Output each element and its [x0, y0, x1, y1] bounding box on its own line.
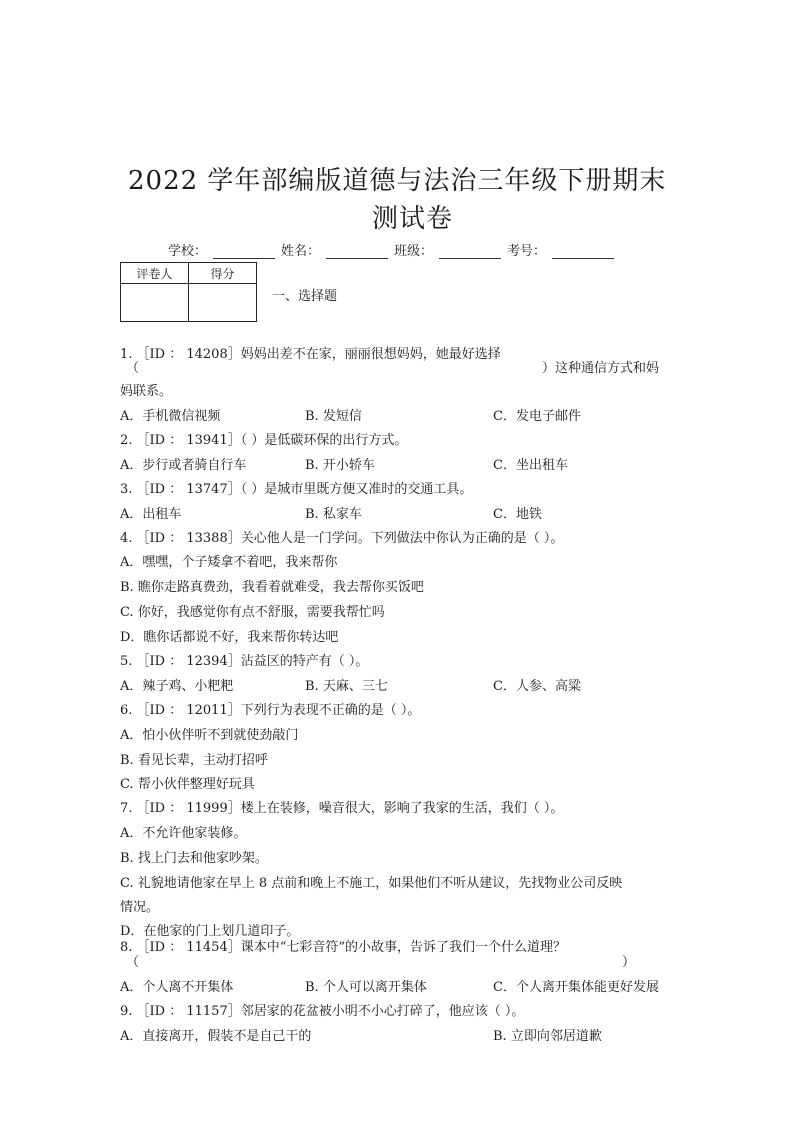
q3-option-b[interactable]: B. 私家车 [305, 507, 362, 522]
exam-title-line2: 测试卷 [372, 204, 454, 234]
q5-option-b[interactable]: B. 天麻、三七 [305, 679, 388, 694]
q1-option-a[interactable]: A．手机微信视频 [120, 409, 221, 424]
name-label: 姓名： [281, 244, 321, 259]
q8-option-a[interactable]: A．个人离不开集体 [120, 980, 234, 995]
question-1: 1. ［ID ： 14208］妈妈出差不在家，丽丽很想妈妈，她最好选择 [120, 347, 501, 362]
reviewer-cell[interactable] [121, 284, 189, 322]
question-5: 5. ［ID ： 12394］沾益区的特产有（ ）。 [120, 654, 369, 669]
q5-option-a[interactable]: A．辣子鸡、小粑粑 [120, 679, 234, 694]
q4-option-a[interactable]: A．嘿嘿，个子矮拿不着吧，我来帮你 [120, 555, 338, 570]
name-field[interactable] [326, 244, 388, 259]
reviewer-header: 评卷人 [121, 263, 189, 284]
class-label: 班级： [394, 244, 434, 259]
q4-option-b[interactable]: B. 瞧你走路真费劲，我看着就难受，我去帮你买饭吧 [120, 580, 424, 595]
q9-option-a[interactable]: A．直接离开，假装不是自己干的 [120, 1029, 312, 1044]
q4-option-d[interactable]: D．瞧你话都说不好，我来帮你转达吧 [120, 630, 339, 645]
q3-option-a[interactable]: A．出租车 [120, 507, 182, 522]
q7-option-a[interactable]: A．不允许他家装修。 [120, 826, 247, 841]
q9-option-b[interactable]: B. 立即向邻居道歉 [493, 1029, 602, 1044]
question-2: 2. ［ID ： 13941］（ ）是低碳环保的出行方式。 [120, 433, 408, 448]
exam-title-line1: 2022 学年部编版道德与法治三年级下册期末 [128, 166, 667, 196]
q2-option-c[interactable]: C．坐出租车 [493, 458, 568, 473]
question-6: 6. ［ID ： 12011］下列行为表现不正确的是（ ）。 [120, 703, 421, 718]
question-8-paren-open: （ [126, 955, 140, 970]
q4-option-c[interactable]: C. 你好，我感觉你有点不舒服，需要我帮忙吗 [120, 605, 385, 620]
question-4: 4. ［ID ： 13388］关心他人是一门学问。下列做法中你认为正确的是（ ）。 [120, 531, 564, 546]
exam-no-label: 考号： [507, 244, 547, 259]
score-table [120, 262, 257, 322]
school-field[interactable] [213, 244, 275, 259]
q6-option-a[interactable]: A．怕小伙伴听不到就使劲敲门 [120, 728, 299, 743]
exam-no-field[interactable] [552, 244, 614, 259]
q7-option-d[interactable]: D．在他家的门上划几道印子。 [120, 924, 300, 939]
question-1-tail: ）这种通信方式和妈 [542, 361, 660, 376]
score-header: 得分 [189, 263, 257, 284]
q6-option-c[interactable]: C. 帮小伙伴整理好玩具 [120, 777, 255, 792]
q1-option-b[interactable]: B. 发短信 [305, 409, 362, 424]
q3-option-c[interactable]: C．地铁 [493, 507, 542, 522]
q7-option-c-cont: 情况。 [120, 900, 160, 915]
q5-option-c[interactable]: C．人参、高粱 [493, 679, 581, 694]
q2-option-a[interactable]: A．步行或者骑自行车 [120, 458, 247, 473]
q6-option-b[interactable]: B. 看见长辈，主动打招呼 [120, 753, 268, 768]
q1-option-c[interactable]: C．发电子邮件 [493, 409, 581, 424]
question-8-paren-close: ） [622, 955, 636, 970]
question-1-paren: （ [126, 361, 140, 376]
q7-option-c[interactable]: C. 礼貌地请他家在早上 8 点前和晚上不施工，如果他们不听从建议，先找物业公司反映 [120, 876, 623, 891]
question-7: 7. ［ID ： 11999］楼上在装修，噪音很大，影响了我家的生活，我们（ ）。 [120, 801, 564, 816]
question-3: 3. ［ID ： 13747］（ ）是城市里既方便又准时的交通工具。 [120, 482, 473, 497]
question-1-cont: 妈联系。 [120, 384, 173, 399]
q8-option-c[interactable]: C．个人离开集体能更好发展 [493, 980, 659, 995]
q7-option-b[interactable]: B. 找上门去和他家吵架。 [120, 851, 268, 866]
class-field[interactable] [439, 244, 501, 259]
score-cell[interactable] [189, 284, 257, 322]
question-8: 8. ［ID ： 11454］课本中“七彩音符”的小故事，告诉了我们一个什么道理？ [120, 940, 567, 955]
question-9: 9. ［ID ： 11157］邻居家的花盆被小明不小心打碎了，他应该（ ）。 [120, 1004, 525, 1019]
section-title: 一、选择题 [272, 289, 338, 304]
school-label: 学校： [168, 244, 208, 259]
q2-option-b[interactable]: B. 开小轿车 [305, 458, 375, 473]
q8-option-b[interactable]: B. 个人可以离开集体 [305, 980, 427, 995]
